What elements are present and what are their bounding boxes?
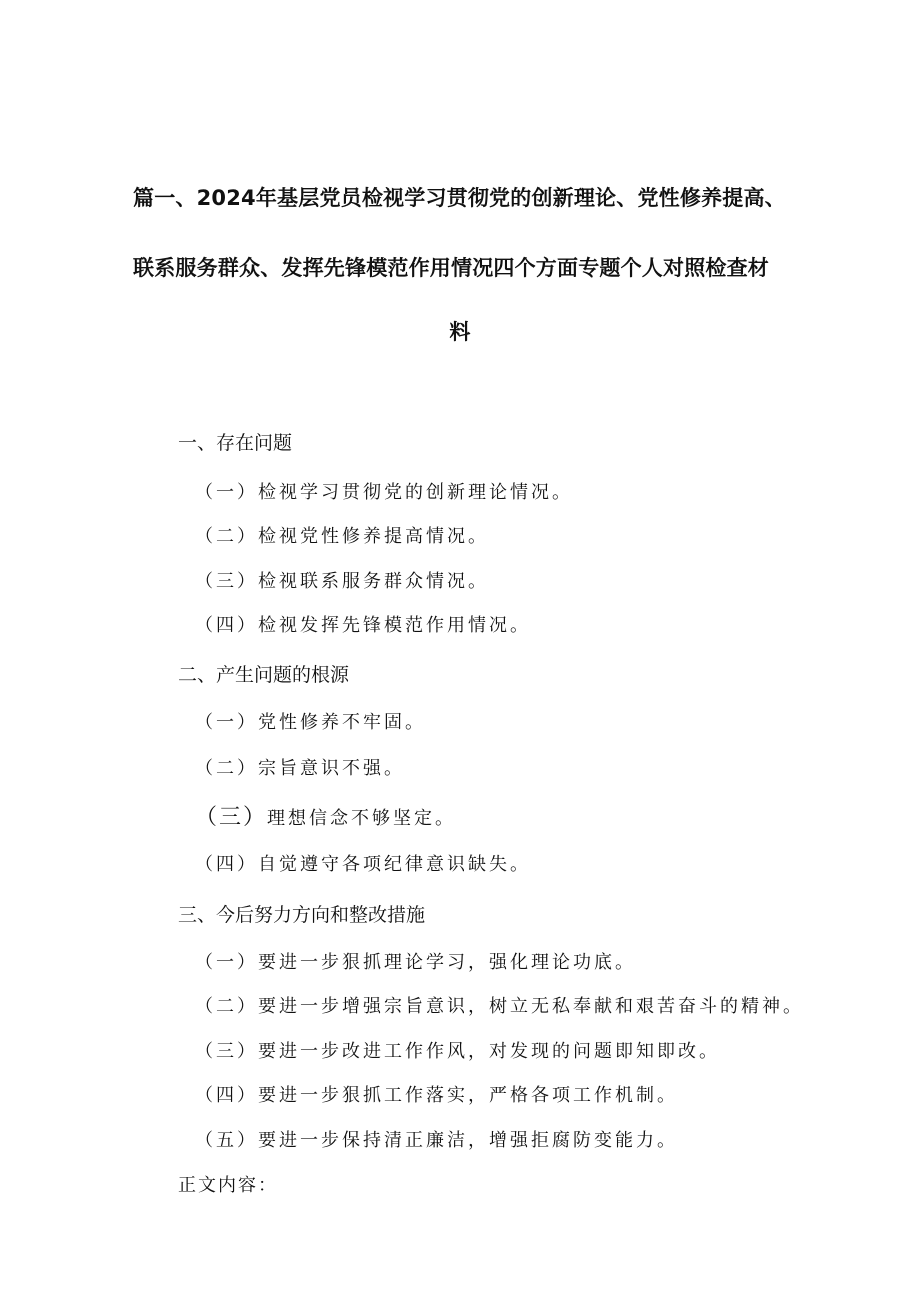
list-item: （二）要进一步增强宗旨意识，树立无私奉献和艰苦奋斗的精神。	[195, 996, 804, 1017]
list-item: （四）要进一步狠抓工作落实，严格各项工作机制。	[195, 1085, 678, 1106]
list-item: （一）检视学习贯彻党的创新理论情况。	[195, 482, 573, 503]
list-item: （四）检视发挥先锋模范作用情况。	[195, 615, 531, 636]
section-heading-rectification: 三、今后努力方向和整改措施	[178, 904, 426, 926]
document-title-line-1: 篇一、2024年基层党员检视学习贯彻党的创新理论、党性修养提高、	[133, 186, 786, 210]
section-heading-problems: 一、存在问题	[178, 432, 293, 454]
document-title-line-2: 联系服务群众、发挥先锋模范作用情况四个方面专题个人对照检查材	[133, 256, 769, 280]
list-item: （四）自觉遵守各项纪律意识缺失。	[195, 854, 531, 875]
list-item: （三）要进一步改进工作作风，对发现的问题即知即改。	[195, 1041, 720, 1062]
list-item: （二）检视党性修养提高情况。	[195, 526, 489, 547]
list-item: （二）宗旨意识不强。	[195, 758, 405, 779]
list-item	[195, 800, 456, 831]
list-item-number: （三）	[195, 805, 268, 830]
list-item: （一）党性修养不牢固。	[195, 712, 426, 733]
list-item-text: 理想信念不够坚定。	[267, 808, 457, 829]
section-heading-root-causes: 二、产生问题的根源	[178, 664, 350, 686]
list-item: （一）要进一步狠抓理论学习，强化理论功底。	[195, 952, 636, 973]
list-item: （三）检视联系服务群众情况。	[195, 571, 489, 592]
document-title-line-3: 料	[449, 320, 471, 344]
body-content-label: 正文内容：	[178, 1175, 278, 1196]
list-item: （五）要进一步保持清正廉洁，增强拒腐防变能力。	[195, 1130, 678, 1151]
